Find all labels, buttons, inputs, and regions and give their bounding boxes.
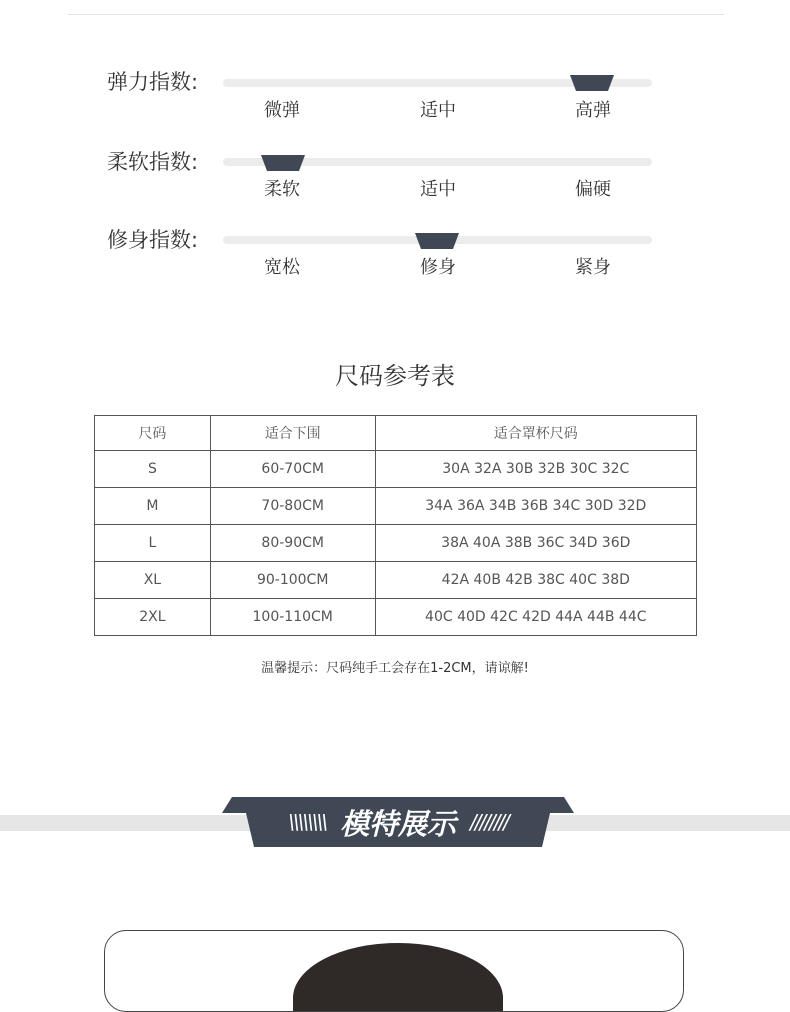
table-row xyxy=(95,525,697,562)
banner-text xyxy=(222,797,574,847)
index-row-elasticity xyxy=(0,72,790,132)
table-row xyxy=(95,562,697,599)
model-photo-frame xyxy=(104,930,684,1012)
table-cell: 80-90CM xyxy=(210,525,375,562)
table-row xyxy=(95,451,697,488)
index-marker-icon xyxy=(570,75,614,91)
index-row-fit xyxy=(0,230,790,290)
index-option: 适中 xyxy=(420,100,456,121)
table-cell: 2XL xyxy=(95,599,211,636)
size-chart-title: 尺码参考表 xyxy=(335,362,455,390)
table-cell: 30A 32A 30B 32B 30C 32C xyxy=(375,451,696,488)
table-cell: 40C 40D 42C 42D 44A 44B 44C xyxy=(375,599,696,636)
index-marker-icon xyxy=(415,233,459,249)
index-option: 柔软 xyxy=(264,179,300,200)
table-cell: 60-70CM xyxy=(210,451,375,488)
index-option: 偏硬 xyxy=(575,179,611,200)
index-label: 柔软指数: xyxy=(107,150,199,174)
column-header-underbust: 适合下围 xyxy=(210,416,375,451)
size-note: 温馨提示：尺码纯手工会存在1-2CM，请谅解! xyxy=(261,661,529,676)
table-cell: L xyxy=(95,525,211,562)
index-option: 紧身 xyxy=(575,257,611,278)
index-label: 弹力指数: xyxy=(107,70,199,94)
model-showcase-banner xyxy=(222,797,574,847)
index-label: 修身指数: xyxy=(107,228,199,252)
table-cell: 100-110CM xyxy=(210,599,375,636)
banner-right-slashes: //////// xyxy=(470,810,508,834)
index-marker-icon xyxy=(261,155,305,171)
banner-title: 模特展示 xyxy=(339,806,456,841)
index-option: 适中 xyxy=(420,179,456,200)
table-header-row xyxy=(95,416,697,451)
index-option: 高弹 xyxy=(575,100,611,121)
table-cell: XL xyxy=(95,562,211,599)
table-cell: 42A 40B 42B 38C 40C 38D xyxy=(375,562,696,599)
table-cell: M xyxy=(95,488,211,525)
table-cell: S xyxy=(95,451,211,488)
index-option: 微弹 xyxy=(264,100,300,121)
size-chart-table xyxy=(94,415,697,636)
table-row xyxy=(95,488,697,525)
column-header-cup: 适合罩杯尺码 xyxy=(375,416,696,451)
index-option: 宽松 xyxy=(264,257,300,278)
table-cell: 70-80CM xyxy=(210,488,375,525)
table-cell: 90-100CM xyxy=(210,562,375,599)
index-option: 修身 xyxy=(420,257,456,278)
table-row xyxy=(95,599,697,636)
banner-left-slashes: \\\\\\\\ xyxy=(288,810,326,834)
column-header-size: 尺码 xyxy=(95,416,211,451)
table-cell: 38A 40A 38B 36C 34D 36D xyxy=(375,525,696,562)
model-photo xyxy=(293,943,503,1012)
top-divider xyxy=(68,14,724,15)
index-row-softness xyxy=(0,152,790,212)
table-cell: 34A 36A 34B 36B 34C 30D 32D xyxy=(375,488,696,525)
